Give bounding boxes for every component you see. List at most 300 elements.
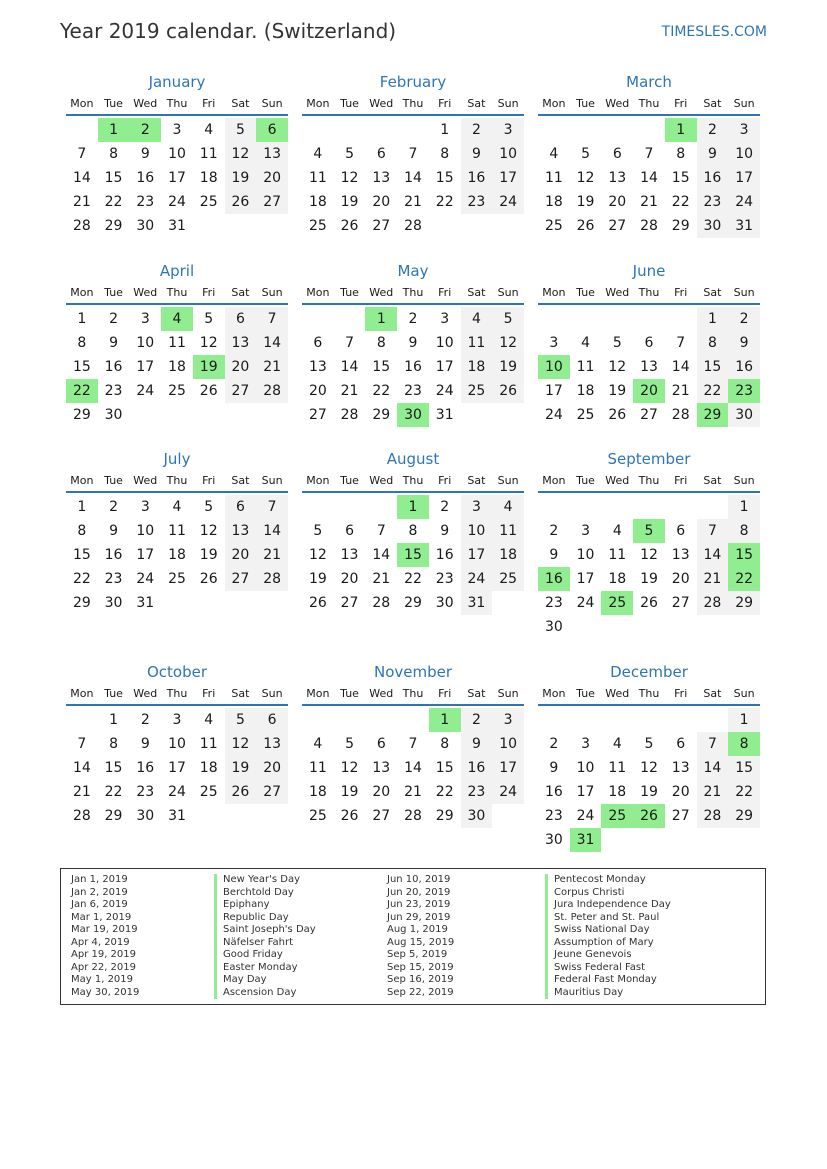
day-cell: 21 (404, 194, 422, 210)
day-cell: 21 (697, 780, 729, 804)
day-cell: 19 (608, 383, 627, 399)
holiday-day-cell: 30 (397, 403, 429, 427)
day-cell: 13 (225, 519, 257, 543)
weekday-label: Sun (261, 687, 283, 700)
weekday-header (538, 283, 760, 303)
day-cell: 31 (435, 407, 454, 423)
day-cell: 29 (104, 808, 123, 824)
holiday-name: Saint Joseph's Day (214, 924, 316, 937)
weekday-label: Sat (231, 474, 250, 487)
day-cell: 22 (404, 571, 422, 587)
weekday-label: Fri (674, 286, 688, 299)
day-cell: 2 (728, 307, 760, 331)
day-cell: 22 (728, 780, 760, 804)
holiday-day-cell: 29 (697, 403, 729, 427)
day-cell: 10 (168, 146, 186, 162)
month-may (302, 259, 524, 427)
day-cell: 7 (676, 335, 686, 351)
day-cell: 13 (308, 359, 327, 375)
header-rule (538, 114, 760, 116)
day-cell: 28 (404, 218, 422, 234)
day-cell: 6 (256, 708, 288, 732)
day-cell: 8 (440, 146, 450, 162)
day-cell: 15 (435, 170, 454, 186)
day-cell: 14 (72, 760, 91, 776)
day-cell: 29 (728, 804, 760, 828)
weekday-label: Tue (576, 474, 595, 487)
weekday-label: Sun (261, 474, 283, 487)
weekday-label: Thu (402, 474, 424, 487)
day-cell: 17 (492, 756, 524, 780)
weekday-label: Sat (703, 474, 722, 487)
day-cell: 22 (372, 383, 391, 399)
day-cell: 10 (492, 732, 524, 756)
day-cell: 26 (225, 780, 257, 804)
day-cell: 18 (168, 547, 186, 563)
day-cell: 26 (308, 595, 327, 611)
day-cell: 28 (372, 595, 391, 611)
site-link[interactable]: TIMESLES.COM (661, 24, 767, 40)
holiday-date: Apr 22, 2019 (71, 961, 137, 973)
day-cell: 9 (461, 142, 493, 166)
day-cell: 12 (199, 523, 218, 539)
day-cell: 13 (256, 732, 288, 756)
day-cell: 13 (372, 170, 391, 186)
day-cell: 26 (199, 571, 218, 587)
day-cell: 22 (671, 194, 690, 210)
holiday-day-cell: 1 (397, 495, 429, 519)
day-cell: 8 (77, 523, 87, 539)
weekday-label: Tue (340, 474, 359, 487)
day-cell: 21 (640, 194, 658, 210)
day-cell: 26 (225, 190, 257, 214)
day-cell: 4 (612, 736, 622, 752)
weekday-label: Sun (261, 286, 283, 299)
month-november (302, 660, 524, 828)
day-cell: 26 (608, 407, 627, 423)
day-cell: 6 (676, 523, 686, 539)
day-cell: 13 (340, 547, 359, 563)
day-cell: 24 (168, 194, 186, 210)
holiday-name: New Year's Day (214, 874, 300, 887)
day-cell: 23 (136, 194, 155, 210)
day-cell: 29 (435, 808, 454, 824)
day-grid (538, 495, 760, 639)
empty-cell (397, 708, 429, 732)
day-cell: 12 (340, 170, 359, 186)
holiday-name: Jeune Genevois (545, 949, 632, 962)
weekday-label: Wed (133, 474, 158, 487)
day-cell: 18 (461, 355, 493, 379)
holiday-date: May 1, 2019 (71, 974, 134, 985)
day-cell: 29 (72, 407, 91, 423)
day-cell: 3 (140, 499, 150, 515)
day-cell: 17 (576, 784, 595, 800)
day-cell: 11 (168, 335, 186, 351)
day-cell: 26 (576, 218, 595, 234)
weekday-label: Fri (438, 97, 452, 110)
day-cell: 23 (435, 571, 454, 587)
empty-cell (570, 118, 602, 142)
day-cell: 28 (256, 567, 288, 591)
day-cell: 26 (492, 379, 524, 403)
day-cell: 5 (204, 311, 214, 327)
day-cell: 5 (225, 118, 257, 142)
day-grid (66, 708, 288, 828)
day-cell: 29 (372, 407, 391, 423)
day-cell: 17 (435, 359, 454, 375)
day-cell: 14 (340, 359, 359, 375)
holiday-date: Aug 15, 2019 (387, 936, 455, 948)
day-cell: 10 (435, 335, 454, 351)
weekday-label: Fri (674, 687, 688, 700)
weekday-label: Thu (638, 687, 660, 700)
weekday-label: Tue (340, 97, 359, 110)
header-rule (538, 303, 760, 305)
day-cell: 21 (340, 383, 359, 399)
weekday-label: Mon (70, 97, 94, 110)
holiday-day-cell: 1 (365, 307, 397, 331)
day-cell: 17 (728, 166, 760, 190)
day-cell: 7 (345, 335, 355, 351)
day-cell: 3 (461, 495, 493, 519)
day-cell: 7 (408, 146, 418, 162)
day-cell: 21 (671, 383, 690, 399)
day-cell: 8 (109, 736, 119, 752)
holiday-date: Aug 1, 2019 (387, 924, 448, 935)
weekday-label: Sat (467, 286, 486, 299)
day-cell: 4 (204, 122, 214, 138)
day-cell: 31 (168, 218, 186, 234)
empty-cell (365, 495, 397, 519)
holiday-date: May 30, 2019 (71, 986, 140, 998)
day-cell: 25 (461, 379, 493, 403)
holiday-day-cell: 6 (256, 118, 288, 142)
day-cell: 1 (697, 307, 729, 331)
day-cell: 9 (140, 146, 150, 162)
day-cell: 21 (72, 194, 91, 210)
day-cell: 2 (440, 499, 450, 515)
weekday-label: Wed (369, 286, 394, 299)
day-cell: 4 (313, 146, 323, 162)
day-cell: 27 (225, 567, 257, 591)
day-cell: 8 (376, 335, 386, 351)
month-january (66, 70, 288, 238)
day-cell: 30 (544, 832, 563, 848)
day-cell: 16 (104, 547, 123, 563)
empty-cell (302, 708, 334, 732)
day-cell: 17 (136, 547, 155, 563)
day-cell: 2 (549, 736, 559, 752)
day-cell: 15 (697, 355, 729, 379)
weekday-label: Thu (638, 97, 660, 110)
day-cell: 8 (109, 146, 119, 162)
day-cell: 12 (308, 547, 327, 563)
day-grid (66, 307, 288, 427)
header-rule (66, 491, 288, 493)
day-cell: 19 (640, 784, 658, 800)
weekday-label: Sat (231, 687, 250, 700)
month-october (66, 660, 288, 828)
day-cell: 13 (671, 760, 690, 776)
day-cell: 13 (225, 331, 257, 355)
day-cell: 4 (612, 523, 622, 539)
day-cell: 3 (172, 712, 182, 728)
holiday-day-cell: 1 (429, 708, 461, 732)
day-cell: 25 (199, 784, 218, 800)
day-cell: 9 (549, 547, 559, 563)
day-cell: 26 (640, 595, 658, 611)
weekday-label: Sun (497, 687, 519, 700)
weekday-label: Wed (369, 474, 394, 487)
day-cell: 1 (440, 122, 450, 138)
day-cell: 9 (408, 335, 418, 351)
weekday-label: Tue (104, 474, 123, 487)
day-cell: 4 (313, 736, 323, 752)
day-cell: 9 (728, 331, 760, 355)
weekday-header (538, 684, 760, 704)
day-cell: 24 (136, 383, 155, 399)
day-cell: 15 (104, 170, 123, 186)
day-cell: 9 (697, 142, 729, 166)
day-cell: 15 (372, 359, 391, 375)
empty-cell (365, 118, 397, 142)
day-cell: 7 (644, 146, 654, 162)
day-cell: 10 (168, 736, 186, 752)
holiday-name: Pentecost Monday (545, 874, 646, 887)
day-cell: 31 (168, 808, 186, 824)
month-august (302, 447, 524, 615)
weekday-label: Sat (703, 687, 722, 700)
empty-cell (538, 118, 570, 142)
day-cell: 24 (492, 780, 524, 804)
day-cell: 22 (104, 194, 123, 210)
header-rule (66, 303, 288, 305)
holiday-day-cell: 5 (633, 519, 665, 543)
day-grid (66, 118, 288, 238)
day-cell: 29 (404, 595, 422, 611)
day-cell: 14 (372, 547, 391, 563)
day-cell: 16 (404, 359, 422, 375)
day-cell: 28 (256, 379, 288, 403)
empty-cell (665, 708, 697, 732)
weekday-label: Wed (133, 97, 158, 110)
day-cell: 12 (225, 732, 257, 756)
day-cell: 6 (612, 146, 622, 162)
weekday-header (538, 94, 760, 114)
empty-cell (601, 495, 633, 519)
day-cell: 6 (225, 495, 257, 519)
day-cell: 15 (104, 760, 123, 776)
day-cell: 10 (492, 142, 524, 166)
holiday-day-cell: 8 (728, 732, 760, 756)
empty-cell (66, 708, 98, 732)
day-cell: 30 (697, 214, 729, 238)
day-cell: 21 (256, 543, 288, 567)
day-cell: 3 (492, 118, 524, 142)
holiday-day-cell: 31 (570, 828, 602, 852)
weekday-header (538, 471, 760, 491)
day-cell: 30 (461, 804, 493, 828)
empty-cell (365, 708, 397, 732)
day-cell: 10 (136, 335, 155, 351)
day-cell: 14 (72, 170, 91, 186)
weekday-label: Fri (674, 97, 688, 110)
day-grid (302, 118, 524, 238)
day-cell: 20 (256, 166, 288, 190)
day-cell: 21 (404, 784, 422, 800)
day-cell: 9 (440, 523, 450, 539)
day-cell: 24 (168, 784, 186, 800)
weekday-label: Wed (605, 97, 630, 110)
day-cell: 11 (199, 736, 218, 752)
day-cell: 1 (728, 495, 760, 519)
day-cell: 18 (576, 383, 595, 399)
day-cell: 12 (492, 331, 524, 355)
month-june (538, 259, 760, 427)
weekday-label: Sat (703, 286, 722, 299)
day-cell: 12 (640, 760, 658, 776)
day-cell: 5 (204, 499, 214, 515)
month-december (538, 660, 760, 852)
day-cell: 12 (640, 547, 658, 563)
day-cell: 19 (340, 194, 359, 210)
day-cell: 16 (104, 359, 123, 375)
day-cell: 11 (492, 519, 524, 543)
day-cell: 18 (544, 194, 563, 210)
empty-cell (66, 118, 98, 142)
holiday-name: Berchtold Day (214, 887, 294, 900)
day-cell: 19 (199, 547, 218, 563)
day-cell: 14 (697, 543, 729, 567)
empty-cell (538, 708, 570, 732)
day-cell: 15 (728, 756, 760, 780)
day-cell: 6 (313, 335, 323, 351)
day-cell: 7 (77, 146, 87, 162)
holiday-date: Jan 2, 2019 (71, 886, 128, 898)
holiday-day-cell: 23 (728, 379, 760, 403)
weekday-label: Sun (733, 687, 755, 700)
month-name: March (626, 73, 672, 91)
day-cell: 3 (581, 736, 591, 752)
day-cell: 8 (697, 331, 729, 355)
empty-cell (334, 118, 366, 142)
empty-cell (665, 307, 697, 331)
holiday-day-cell: 25 (601, 591, 633, 615)
day-grid (538, 118, 760, 238)
day-cell: 3 (549, 335, 559, 351)
day-cell: 11 (308, 170, 327, 186)
day-cell: 6 (225, 307, 257, 331)
weekday-label: Mon (542, 687, 566, 700)
day-cell: 12 (225, 142, 257, 166)
holiday-date: Apr 19, 2019 (71, 949, 137, 960)
day-cell: 30 (104, 595, 123, 611)
weekday-label: Thu (166, 687, 188, 700)
day-cell: 11 (544, 170, 563, 186)
month-march (538, 70, 760, 238)
day-cell: 17 (492, 166, 524, 190)
holiday-day-cell: 19 (193, 355, 225, 379)
day-cell: 3 (140, 311, 150, 327)
day-cell: 28 (72, 218, 91, 234)
holiday-date: Jun 20, 2019 (387, 886, 451, 898)
day-cell: 4 (581, 335, 591, 351)
day-cell: 14 (404, 170, 422, 186)
day-cell: 23 (544, 808, 563, 824)
day-cell: 29 (671, 218, 690, 234)
month-name: July (163, 450, 191, 468)
day-cell: 12 (340, 760, 359, 776)
month-name: February (379, 73, 447, 91)
day-cell: 10 (728, 142, 760, 166)
day-cell: 23 (404, 383, 422, 399)
month-name: December (610, 663, 688, 681)
day-cell: 19 (492, 355, 524, 379)
day-cell: 19 (225, 756, 257, 780)
weekday-label: Sat (467, 687, 486, 700)
day-cell: 10 (576, 760, 595, 776)
header-rule (302, 704, 524, 706)
holiday-date: Jan 1, 2019 (71, 874, 128, 885)
day-cell: 23 (461, 190, 493, 214)
weekday-label: Wed (133, 286, 158, 299)
day-cell: 8 (77, 335, 87, 351)
day-grid (302, 495, 524, 615)
empty-cell (570, 307, 602, 331)
day-cell: 25 (544, 218, 563, 234)
weekday-label: Fri (202, 474, 216, 487)
month-name: January (148, 73, 206, 91)
empty-cell (697, 495, 729, 519)
day-cell: 18 (308, 194, 327, 210)
weekday-label: Wed (605, 286, 630, 299)
day-cell: 16 (728, 355, 760, 379)
header-rule (538, 704, 760, 706)
weekday-label: Tue (576, 97, 595, 110)
weekday-label: Mon (542, 286, 566, 299)
day-cell: 27 (671, 595, 690, 611)
weekday-label: Fri (438, 687, 452, 700)
weekday-label: Wed (605, 474, 630, 487)
weekday-label: Sun (497, 474, 519, 487)
holiday-day-cell: 25 (601, 804, 633, 828)
day-cell: 29 (104, 218, 123, 234)
weekday-label: Wed (369, 687, 394, 700)
weekday-header (302, 94, 524, 114)
weekday-label: Thu (638, 474, 660, 487)
weekday-label: Sat (231, 97, 250, 110)
day-cell: 18 (199, 760, 218, 776)
month-september (538, 447, 760, 639)
weekday-label: Thu (166, 286, 188, 299)
weekday-label: Thu (402, 97, 424, 110)
day-cell: 12 (576, 170, 595, 186)
empty-cell (633, 495, 665, 519)
holiday-name: Mauritius Day (545, 987, 623, 1000)
day-cell: 11 (608, 760, 627, 776)
day-cell: 25 (492, 567, 524, 591)
day-cell: 22 (697, 379, 729, 403)
day-cell: 20 (608, 194, 627, 210)
holiday-day-cell: 1 (98, 118, 130, 142)
weekday-label: Thu (402, 286, 424, 299)
header-rule (302, 303, 524, 305)
empty-cell (538, 495, 570, 519)
day-cell: 17 (461, 543, 493, 567)
day-cell: 13 (671, 547, 690, 563)
day-cell: 21 (372, 571, 391, 587)
